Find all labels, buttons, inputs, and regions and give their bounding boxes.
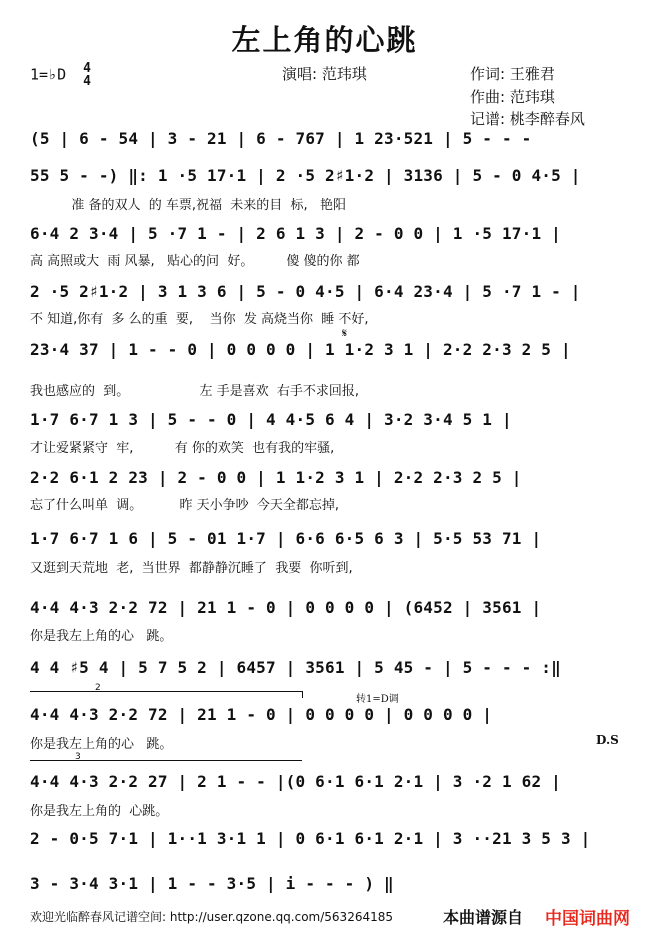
notation-row: 2 - 0·5 7·1 | 1··1 3·1 1 | 0 6·1 6·1 2·1 | 3 ··21 3 5 3 | bbox=[30, 829, 591, 848]
lyric-line: 你是我左上角的 心跳。 bbox=[30, 804, 169, 819]
time-top: 4 bbox=[83, 61, 91, 76]
lyricist-credit: 作词: 王雅君 bbox=[470, 65, 555, 83]
notation-row: 2·2 6·1 2 23 | 2 - 0 0 | 1 1·2 3 1 | 2·2 2·3 2 5 | bbox=[30, 468, 522, 487]
volta-bracket bbox=[30, 691, 303, 698]
notation-row: (5 | 6 - 54 | 3 - 21 | 6 - 767 | 1 23·521 | 5 - - - bbox=[30, 129, 532, 148]
notation-row: 55 5 - -) ‖: 1 ·5 17·1 | 2 ·5 2♯1·2 | 3136 | 5 - 0 4·5 | bbox=[30, 166, 581, 185]
notation-row: 4 4 ♯5 4 | 5 7 5 2 | 6457 | 3561 | 5 45 - | 5 - - - :‖ bbox=[30, 658, 561, 677]
modulation-mark: 转1=D调 bbox=[356, 694, 399, 705]
time-signature bbox=[83, 62, 91, 88]
notation-row: 4·4 4·3 2·2 72 | 21 1 - 0 | 0 0 0 0 | 0 0 0 0 | bbox=[30, 705, 493, 724]
key-signature bbox=[30, 62, 91, 88]
lyric-line: 才让爱紧紧守 牢, 有 你的欢笑 也有我的牢骚, bbox=[30, 441, 335, 456]
lyric-line: 准 备的双人 的 车票,祝福 未来的目 标, 艳阳 bbox=[30, 198, 347, 213]
volta-number: 2 bbox=[95, 683, 101, 693]
ds-mark: D.S bbox=[596, 733, 619, 747]
footer-text: 欢迎光临醉春风记谱空间: http://user.qzone.qq.com/563264185 bbox=[30, 910, 394, 924]
lyric-line: 你是我左上角的心 跳。 bbox=[30, 629, 173, 644]
notation-row: 4·4 4·3 2·2 27 | 2 1 - - |(0 6·1 6·1 2·1 | 3 ·2 1 62 | bbox=[30, 772, 561, 791]
notation-row: 1·7 6·7 1 3 | 5 - - 0 | 4 4·5 6 4 | 3·2 3·4 5 1 | bbox=[30, 410, 512, 429]
notation-row: 23·4 37 | 1 - - 0 | 0 0 0 0 | 1 1·2 3 1 | 2·2 2·3 2 5 | bbox=[30, 340, 571, 359]
lyric-line: 又逛到天荒地 老, 当世界 都静静沉睡了 我要 你听到, bbox=[30, 561, 353, 576]
notation-row: 3 - 3·4 3·1 | 1 - - 3·5 | i - - - ) ‖ bbox=[30, 874, 394, 893]
lyric-line: 忘了什么叫单 调。 昨 天小争吵 今天全都忘掉, bbox=[30, 498, 339, 513]
lyric-line: 我也感应的 到。 左 手是喜欢 右手不求回报, bbox=[30, 384, 360, 399]
volta-bracket bbox=[30, 760, 302, 767]
volta-number: 3 bbox=[75, 752, 81, 762]
notation-row: 4·4 4·3 2·2 72 | 21 1 - 0 | 0 0 0 0 | (6452 | 3561 | bbox=[30, 598, 542, 617]
notation-row: 2 ·5 2♯1·2 | 3 1 3 6 | 5 - 0 4·5 | 6·4 23·4 | 5 ·7 1 - | bbox=[30, 282, 581, 301]
footer-source: 本曲谱源自 bbox=[443, 908, 524, 927]
composer-credit: 作曲: 范玮琪 bbox=[470, 88, 555, 106]
key-label: 1=♭D bbox=[30, 65, 67, 84]
segno-sign: 𝄋 bbox=[342, 326, 348, 340]
lyric-line: 你是我左上角的心 跳。 bbox=[30, 737, 173, 752]
lyric-line: 高 高照或大 雨 风暴, 贴心的问 好。 傻 傻的你 都 bbox=[30, 254, 360, 269]
lyric-line: 不 知道,你有 多 么的重 要, 当你 发 高烧当你 睡 不好, bbox=[30, 312, 369, 327]
notation-row: 6·4 2 3·4 | 5 ·7 1 - | 2 6 1 3 | 2 - 0 0 | 1 ·5 17·1 | bbox=[30, 224, 561, 243]
time-bottom: 4 bbox=[83, 74, 91, 89]
notation-row: 1·7 6·7 1 6 | 5 - 01 1·7 | 6·6 6·5 6 3 | 5·5 53 71 | bbox=[30, 529, 542, 548]
site-logo-text[interactable]: 中国词曲网 bbox=[545, 909, 630, 929]
song-title: 左上角的心跳 bbox=[231, 23, 418, 57]
transcriber-credit: 记谱: 桃李醉春风 bbox=[470, 110, 585, 128]
singer-credit: 演唱: 范玮琪 bbox=[282, 65, 367, 83]
